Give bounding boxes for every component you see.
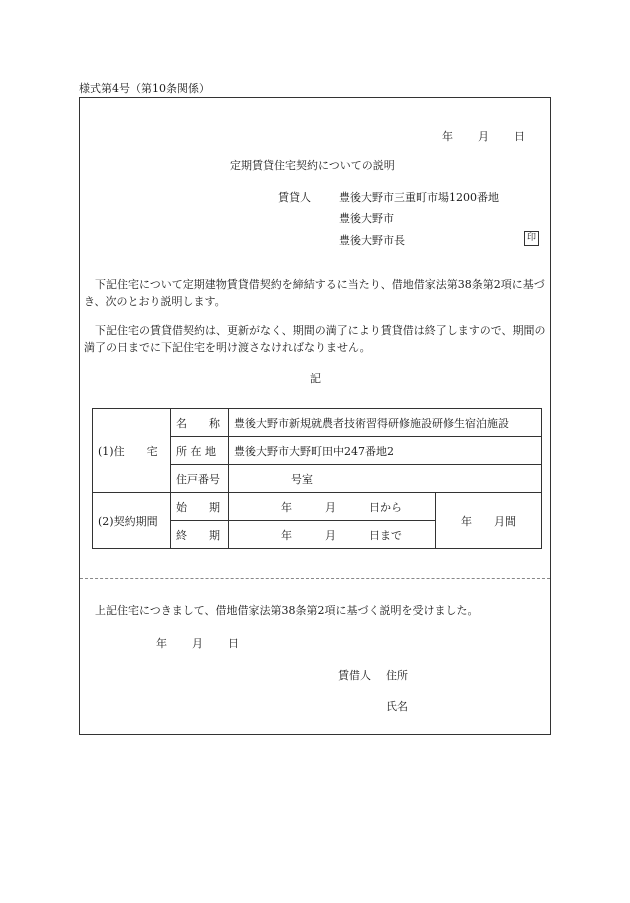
property-table [92,408,542,549]
day-label: 日 [514,130,525,143]
receipt-date-row [156,635,239,651]
end-label: 終 期 [171,521,229,549]
explanation-paragraph-1: 下記住宅について定期建物賃貸借契約を締結するに当たり、借地借家法第38条第2項に基づき、次のとおり説明します。 [84,278,545,308]
start-value: 年 月 日から [229,493,436,521]
explanation-paragraph-2: 下記住宅の賃貸借契約は、更新がなく、期間の満了により賃貸借は終了しますので、期間の満了の日までに下記住宅を明け渡さなければなりません。 [84,324,546,354]
unit-label: 住戸番号 [171,465,229,493]
lessee-name-label: 氏名 [386,700,408,713]
year-label: 年 [442,130,453,143]
form-id: 様式第4号（第10条関係） [79,82,210,95]
table-row [93,493,542,521]
cut-line-divider [80,578,550,579]
name-value: 豊後大野市新規就農者技術習得研修施設研修生宿泊施設 [229,409,542,437]
lessee-label: 賃借人 [338,669,371,682]
document-title: 定期賃貸住宅契約についての説明 [230,159,395,172]
total-period-value: 年 月間 [436,493,542,549]
document-frame [79,97,551,735]
lessor-address: 豊後大野市三重町市場1200番地 [339,191,499,204]
table-row [93,409,542,437]
lessee-address-label: 住所 [386,669,408,682]
lessor-label: 賃貸人 [278,191,311,204]
location-value: 豊後大野市大野町田中247番地2 [229,437,542,465]
lessor-organization: 豊後大野市 [339,212,394,225]
end-value: 年 月 日まで [229,521,436,549]
receipt-month-label: 月 [192,637,203,650]
date-row [442,128,525,144]
lessor-name: 豊後大野市長 [339,234,405,247]
month-label: 月 [478,130,489,143]
name-label: 名 称 [171,409,229,437]
receipt-day-label: 日 [228,637,239,650]
start-label: 始 期 [171,493,229,521]
receipt-statement: 上記住宅につきまして、借地借家法第38条第2項に基づく説明を受けました。 [95,604,479,617]
housing-label: (1)住 宅 [93,409,171,493]
receipt-year-label: 年 [156,637,167,650]
unit-value: 号室 [229,465,542,493]
location-label: 所 在 地 [171,437,229,465]
period-label: (2)契約期間 [93,493,171,549]
seal-mark: 印 [524,231,539,246]
ki-heading: 記 [310,372,321,385]
